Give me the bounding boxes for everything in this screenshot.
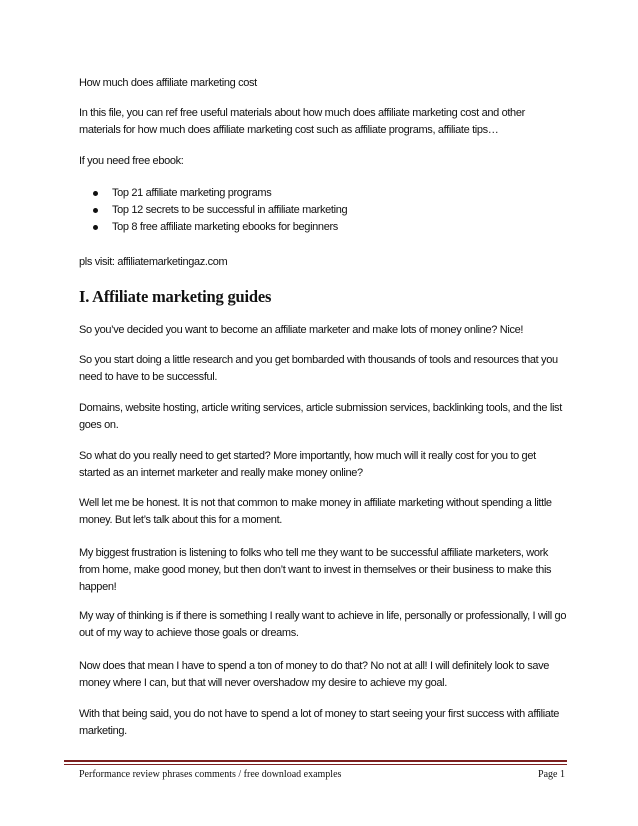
ebook-prompt: If you need free ebook: (79, 155, 184, 167)
visit-link-text: pls visit: affiliatemarketingaz.com (79, 256, 228, 268)
list-item-text: Top 21 affiliate marketing programs (112, 187, 272, 199)
bullet-icon (93, 191, 98, 196)
list-item (79, 202, 569, 219)
intro-paragraph: In this file, you can ref free useful materials about how much does affiliate marketing cost and other materials for how much does affiliate marketing cost such as affiliate programs, affiliate tips… (79, 107, 525, 136)
ebook-list (79, 185, 569, 236)
footer-divider (64, 760, 567, 762)
paragraph: With that being said, you do not have to spend a lot of money to start seeing your first success with affiliate marketing. (79, 708, 560, 737)
bullet-icon (93, 225, 98, 230)
paragraph: My biggest frustration is listening to folks who tell me they want to be successful affiliate marketers, work from home, make good money, but then don’t want to invest in themselves or their business to make this happen! (79, 547, 552, 593)
document-title: How much does affiliate marketing cost (79, 77, 257, 89)
paragraph: Now does that mean I have to spend a ton of money to do that? No not at all! I will definitely look to save money where I can, but that will never overshadow my desire to achieve my goal. (79, 660, 550, 689)
list-item (79, 185, 569, 202)
paragraph: So you start doing a little research and you get bombarded with thousands of tools and resources that you need to have to be successful. (79, 354, 558, 383)
list-item (79, 219, 569, 236)
section-heading: I. Affiliate marketing guides (79, 287, 272, 306)
paragraph: So you’ve decided you want to become an affiliate marketer and make lots of money online? Nice! (79, 324, 524, 336)
bullet-icon (93, 208, 98, 213)
paragraph: My way of thinking is if there is something I really want to achieve in life, personally or professionally, I will go out of my way to achieve those goals or dreams. (79, 610, 567, 639)
footer-text: Performance review phrases comments / free download examples (79, 769, 342, 780)
list-item-text: Top 12 secrets to be successful in affiliate marketing (112, 204, 348, 216)
paragraph: Well let me be honest. It is not that common to make money in affiliate marketing without spending a little money. But let’s talk about this for a moment. (79, 497, 552, 526)
paragraph: So what do you really need to get started? More importantly, how much will it really cost for you to get started as an internet marketer and really make money online? (79, 450, 536, 479)
footer-divider-thin (64, 764, 567, 765)
page-number: Page 1 (538, 769, 565, 780)
list-item-text: Top 8 free affiliate marketing ebooks for beginners (112, 221, 338, 233)
paragraph: Domains, website hosting, article writing services, article submission services, backlinking tools, and the list goes on. (79, 402, 562, 431)
